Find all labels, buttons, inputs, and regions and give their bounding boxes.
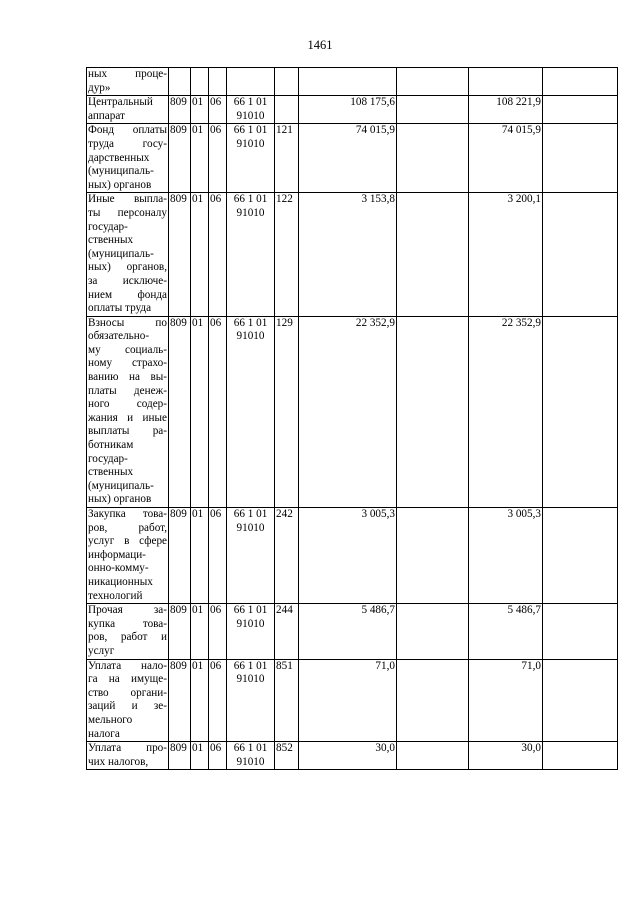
admin-code-cell: 809: [169, 742, 191, 770]
row-name-line: услуг: [88, 644, 115, 657]
amount-cell-2: 3 005,3: [469, 508, 543, 604]
amount-cell-1: [299, 68, 397, 96]
row-name-line: му социаль-: [88, 343, 167, 356]
target-article-cell: [227, 68, 275, 96]
row-name-line: ных) органов,: [88, 261, 167, 274]
empty-cell: [397, 742, 469, 770]
subsection-code-cell: 06: [209, 193, 227, 316]
row-name-line: ров, работ,: [88, 521, 167, 534]
admin-code-cell: 809: [169, 316, 191, 507]
row-name-line: государ-: [88, 220, 128, 233]
expense-type-cell: 122: [275, 193, 299, 316]
row-name-line: (муниципаль-: [88, 247, 154, 260]
row-name-line: Уплата нало-: [88, 659, 167, 672]
target-article-line: 91010: [236, 206, 265, 219]
amount-cell-2: 22 352,9: [469, 316, 543, 507]
row-name-line: труда госу-: [88, 137, 167, 150]
amount-cell-2: 108 221,9: [469, 96, 543, 124]
row-name-line: технологий: [88, 589, 143, 602]
target-article-line: [228, 82, 273, 96]
admin-code-cell: 809: [169, 96, 191, 124]
target-article-line: 91010: [236, 109, 265, 122]
section-code-cell: 01: [191, 316, 209, 507]
subsection-code-cell: 06: [209, 508, 227, 604]
row-name-line: ственных: [88, 466, 134, 479]
expense-type-cell: 852: [275, 742, 299, 770]
subsection-code-cell: 06: [209, 316, 227, 507]
target-article-line: 91010: [236, 673, 265, 686]
table-row: [87, 316, 618, 507]
target-article-line: 66 1 01: [233, 742, 268, 755]
section-code-cell: [191, 68, 209, 96]
subsection-code-cell: 06: [209, 96, 227, 124]
row-name-cell: [87, 96, 169, 124]
row-name-line: ванию на вы-: [88, 371, 167, 384]
row-name-line: государ-: [88, 452, 128, 465]
table-row: [87, 193, 618, 316]
section-code-cell: 01: [191, 96, 209, 124]
row-name-line: ного содер-: [88, 398, 167, 411]
admin-code-cell: 809: [169, 508, 191, 604]
row-name-cell: [87, 193, 169, 316]
row-name-cell: [87, 124, 169, 193]
empty-cell: [543, 742, 618, 770]
row-name-line: услуг в сфере: [88, 535, 167, 548]
amount-cell-2: 74 015,9: [469, 124, 543, 193]
row-name-line: (муниципаль-: [88, 165, 154, 178]
row-name-line: Иные выпла-: [88, 193, 167, 206]
subsection-code-cell: 06: [209, 742, 227, 770]
expense-type-cell: [275, 68, 299, 96]
target-article-cell: [227, 124, 275, 193]
row-name-line: ных) органов: [88, 493, 152, 506]
amount-cell-2: 71,0: [469, 659, 543, 742]
table-row: [87, 96, 618, 124]
page-number: 1461: [307, 38, 333, 52]
empty-cell: [543, 508, 618, 604]
section-code-cell: 01: [191, 124, 209, 193]
empty-cell: [543, 193, 618, 316]
empty-cell: [397, 68, 469, 96]
admin-code-cell: 809: [169, 659, 191, 742]
empty-cell: [543, 316, 618, 507]
target-article-line: 66 1 01: [233, 96, 268, 109]
admin-code-cell: 809: [169, 193, 191, 316]
row-name-line: мельного: [88, 713, 133, 726]
section-code-cell: 01: [191, 742, 209, 770]
admin-code-cell: 809: [169, 604, 191, 659]
target-article-line: 66 1 01: [233, 508, 268, 520]
table-row: [87, 659, 618, 742]
empty-cell: [397, 124, 469, 193]
row-name-cell: [87, 604, 169, 659]
row-name-line: ботникам: [88, 439, 134, 452]
amount-cell-2: 30,0: [469, 742, 543, 770]
target-article-line: 91010: [236, 521, 265, 534]
amount-cell-1: 108 175,6: [299, 96, 397, 124]
target-article-line: 91010: [236, 617, 265, 630]
row-name-line: обязательно-: [88, 330, 150, 343]
empty-cell: [543, 68, 618, 96]
target-article-line: 66 1 01: [233, 604, 268, 617]
row-name-line: оплаты труда: [88, 302, 152, 315]
table-row: [87, 604, 618, 659]
table-row: [87, 508, 618, 604]
expense-type-cell: 129: [275, 316, 299, 507]
empty-cell: [397, 193, 469, 316]
row-name-line: Прочая за-: [88, 604, 167, 617]
admin-code-cell: 809: [169, 124, 191, 193]
row-name-line: ственных: [88, 234, 134, 247]
amount-cell-1: 3 153,8: [299, 193, 397, 316]
empty-cell: [397, 604, 469, 659]
target-article-line: 66 1 01: [233, 193, 268, 206]
row-name-line: жания и иные: [88, 411, 167, 424]
subsection-code-cell: [209, 68, 227, 96]
target-article-line: [228, 68, 273, 82]
row-name-line: аппарат: [88, 109, 125, 122]
row-name-line: Центральный: [88, 96, 153, 109]
amount-cell-2: 5 486,7: [469, 604, 543, 659]
amount-cell-1: 5 486,7: [299, 604, 397, 659]
section-code-cell: 01: [191, 604, 209, 659]
expense-type-cell: 121: [275, 124, 299, 193]
amount-cell-1: 30,0: [299, 742, 397, 770]
target-article-line: 66 1 01: [233, 124, 268, 137]
row-name-line: Фонд оплаты: [88, 124, 167, 137]
budget-table: [86, 67, 618, 770]
target-article-line: 91010: [236, 755, 265, 768]
target-article-cell: [227, 604, 275, 659]
row-name-line: заций и зе-: [88, 700, 167, 713]
target-article-line: 66 1 01: [233, 659, 268, 672]
empty-cell: [543, 659, 618, 742]
target-article-line: 91010: [236, 330, 265, 343]
expense-type-cell: 242: [275, 508, 299, 604]
target-article-cell: [227, 96, 275, 124]
table-row: [87, 124, 618, 193]
amount-cell-1: 74 015,9: [299, 124, 397, 193]
expense-type-cell: [275, 96, 299, 124]
amount-cell-2: [469, 68, 543, 96]
target-article-cell: [227, 316, 275, 507]
empty-cell: [543, 96, 618, 124]
empty-cell: [397, 659, 469, 742]
row-name-line: (муниципаль-: [88, 479, 154, 492]
target-article-cell: [227, 742, 275, 770]
subsection-code-cell: 06: [209, 659, 227, 742]
target-article-cell: [227, 508, 275, 604]
expense-type-cell: 244: [275, 604, 299, 659]
subsection-code-cell: 06: [209, 604, 227, 659]
row-name-line: никационных: [88, 575, 153, 588]
subsection-code-cell: 06: [209, 124, 227, 193]
row-name-line: Закупка това-: [88, 508, 167, 520]
row-name-line: чих налогов,: [88, 755, 149, 768]
empty-cell: [397, 508, 469, 604]
section-code-cell: 01: [191, 659, 209, 742]
amount-cell-1: 71,0: [299, 659, 397, 742]
row-name-line: ных проце-: [88, 68, 167, 80]
amount-cell-1: 22 352,9: [299, 316, 397, 507]
empty-cell: [543, 604, 618, 659]
row-name-line: информаци-: [88, 548, 146, 561]
table-row: [87, 742, 618, 770]
target-article-cell: [227, 193, 275, 316]
row-name-line: дур»: [88, 81, 111, 94]
row-name-line: за исключе-: [88, 274, 167, 287]
section-code-cell: 01: [191, 508, 209, 604]
row-name-line: га на имуще-: [88, 673, 167, 686]
row-name-line: купка това-: [88, 617, 167, 630]
table-row: [87, 68, 618, 96]
row-name-cell: [87, 508, 169, 604]
row-name-cell: [87, 68, 169, 96]
row-name-line: ство органи-: [88, 686, 167, 699]
target-article-cell: [227, 659, 275, 742]
row-name-cell: [87, 316, 169, 507]
row-name-line: платы денеж-: [88, 384, 167, 397]
row-name-line: нием фонда: [88, 288, 167, 301]
row-name-cell: [87, 659, 169, 742]
row-name-line: ров, работ и: [88, 631, 167, 644]
section-code-cell: 01: [191, 193, 209, 316]
target-article-line: 66 1 01: [233, 316, 268, 329]
row-name-line: ты персоналу: [88, 206, 167, 219]
row-name-line: ному страхо-: [88, 357, 167, 370]
row-name-line: выплаты ра-: [88, 425, 167, 438]
expense-type-cell: 851: [275, 659, 299, 742]
empty-cell: [397, 96, 469, 124]
row-name-line: Взносы по: [88, 316, 167, 329]
row-name-cell: [87, 742, 169, 770]
row-name-line: онно-комму-: [88, 562, 149, 575]
admin-code-cell: [169, 68, 191, 96]
target-article-line: 91010: [236, 137, 265, 150]
row-name-line: дарственных: [88, 151, 150, 164]
row-name-line: Уплата про-: [88, 742, 167, 755]
row-name-line: налога: [88, 727, 120, 740]
row-name-line: ных) органов: [88, 178, 152, 191]
empty-cell: [543, 124, 618, 193]
amount-cell-2: 3 200,1: [469, 193, 543, 316]
amount-cell-1: 3 005,3: [299, 508, 397, 604]
empty-cell: [397, 316, 469, 507]
